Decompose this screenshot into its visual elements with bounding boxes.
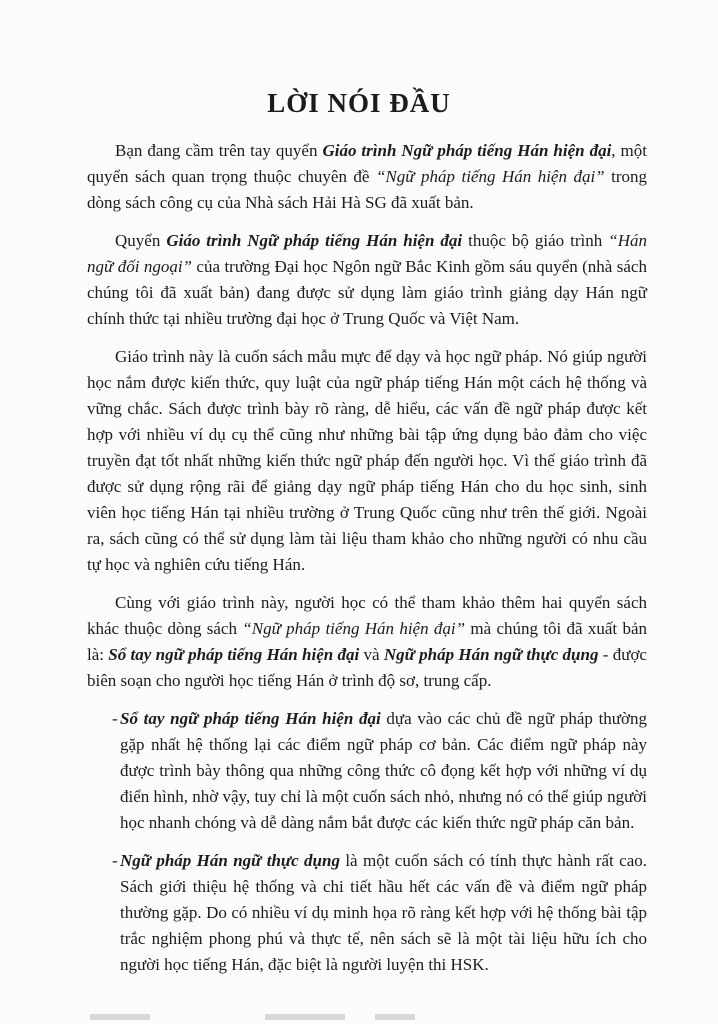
series-title-emphasis: “Hán ngữ đối ngoại” [87,231,647,276]
series-title-emphasis: “Ngữ pháp tiếng Hán hiện đại” [242,619,466,638]
book-title-emphasis: Sổ tay ngữ pháp tiếng Hán hiện đại [120,709,381,728]
scan-artifact [90,1014,150,1020]
scan-artifact [265,1014,345,1020]
page-title: LỜI NÓI ĐẦU [267,88,451,118]
dash-bullet: - [112,851,118,870]
paragraph-3: Giáo trình này là cuốn sách mẫu mực để dạy và học ngữ pháp. Nó giúp người học nắm được kiến thức, quy luật của ngữ pháp tiếng Hán một cách hệ thống và vững chắc. Sách được trình bày rõ ràng, dễ hiểu, các vấn đề ngữ pháp được kết hợp với nhiều ví dụ cụ thể cũng như những bài tập ứng dụng bảo đảm cho việc truyền đạt tốt nhất những kiến thức ngữ pháp đến người học. Vì thế giáo trình đã được sử dụng rộng rãi để giảng dạy ngữ pháp tiếng Hán cho du học sinh, sinh viên học tiếng Hán tại nhiều trường ở Trung Quốc cũng như trên thế giới. Ngoài ra, sách cũng có thể sử dụng làm tài liệu tham khảo cho những người có nhu cầu tự học và nghiên cứu tiếng Hán. [87,347,647,574]
book-title-emphasis: Giáo trình Ngữ pháp tiếng Hán hiện đại [322,141,612,160]
book-title-emphasis: Giáo trình Ngữ pháp tiếng Hán hiện đại [166,231,463,250]
series-title-emphasis: “Ngữ pháp tiếng Hán hiện đại” [375,167,605,186]
list-item: - Sổ tay ngữ pháp tiếng Hán hiện đại dựa vào các chủ đề ngữ pháp thường gặp nhất hệ thống lại các điểm ngữ pháp cơ bản. Các điểm ngữ pháp này được trình bày thông qua những công thức cô đọng kết hợp với những ví dụ điển hình, nhờ vậy, tuy chỉ là một cuốn sách nhỏ, nhưng nó có thể giúp người học nhanh chóng và dễ dàng nắm bắt được các kiến thức ngữ pháp căn bản. [87,706,647,836]
book-title-emphasis: Sổ tay ngữ pháp tiếng Hán hiện đại [108,645,360,664]
dash-bullet: - [112,709,118,728]
paragraph-1: Bạn đang cầm trên tay quyển Giáo trình Ngữ pháp tiếng Hán hiện đại, một quyển sách quan trọng thuộc chuyên đề “Ngữ pháp tiếng Hán hiện đại” trong dòng sách công cụ của Nhà sách Hải Hà SG đã xuất bản. [87,141,648,212]
book-list [87,706,647,978]
paragraph-2: Quyển Giáo trình Ngữ pháp tiếng Hán hiện đại thuộc bộ giáo trình “Hán ngữ đối ngoại” của trường Đại học Ngôn ngữ Bắc Kinh gồm sáu quyển (nhà sách chúng tôi đã xuất bản) đang được sử dụng làm giáo trình giảng dạy Hán ngữ chính thức tại nhiều trường đại học ở Trung Quốc và Việt Nam. [87,231,647,328]
list-item: - Ngữ pháp Hán ngữ thực dụng là một cuốn sách có tính thực hành rất cao. Sách giới thiệu hệ thống và chi tiết hầu hết các vấn đề và điểm ngữ pháp thường gặp. Do có nhiều ví dụ minh họa rõ ràng kết hợp với hệ thống bài tập trắc nghiệm phong phú và thực tế, nên sách sẽ là một tài liệu hữu ích cho người học tiếng Hán, đặc biệt là người luyện thi HSK. [87,848,647,978]
book-title-emphasis: Ngữ pháp Hán ngữ thực dụng [120,851,340,870]
document-body [87,138,647,990]
book-title-emphasis: Ngữ pháp Hán ngữ thực dụng [383,645,599,664]
paragraph-4: Cùng với giáo trình này, người học có thể tham khảo thêm hai quyển sách khác thuộc dòng sách “Ngữ pháp tiếng Hán hiện đại” mà chúng tôi đã xuất bản là: Sổ tay ngữ pháp tiếng Hán hiện đại và Ngữ pháp Hán ngữ thực dụng - được biên soạn cho người học tiếng Hán ở trình độ sơ, trung cấp. [87,593,648,690]
scan-artifact [375,1014,415,1020]
